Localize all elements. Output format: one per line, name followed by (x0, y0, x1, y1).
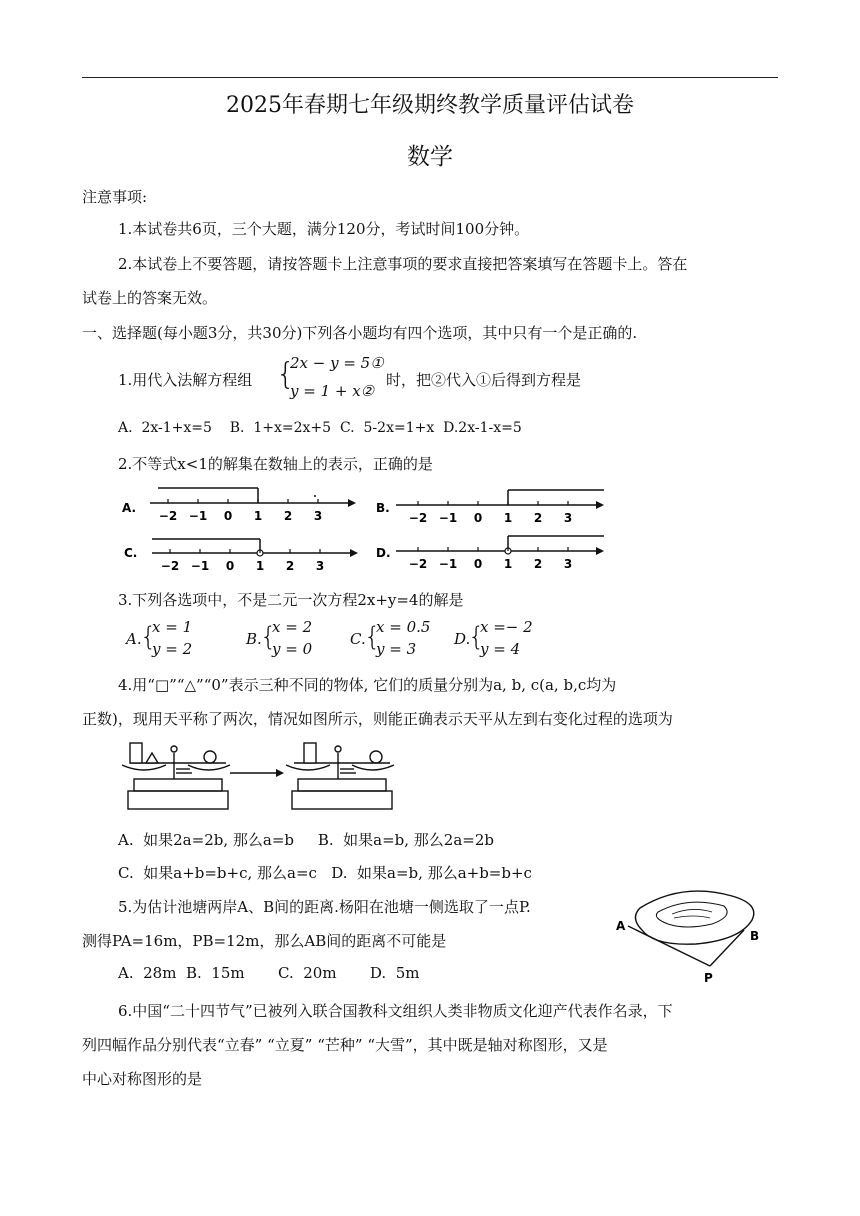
q4-options-cd: C. 如果a+b=b+c, 那么a=c D. 如果a=b, 那么a+b=b+c (118, 864, 532, 882)
tick-label: 3 (563, 511, 573, 525)
tick-label: 3 (563, 557, 573, 571)
point-A-label: A (616, 919, 626, 933)
tick-label: 1 (255, 559, 265, 572)
tick-label: 0 (473, 557, 483, 571)
tick-label: −2 (160, 559, 180, 572)
q1-prefix: 1.用代入法解方程组 (118, 371, 253, 389)
balance-figure (118, 735, 438, 815)
tick-label: 2 (283, 509, 293, 523)
option-brace: { (140, 622, 157, 652)
tick-label: 2 (533, 557, 543, 571)
pond-figure (612, 886, 772, 986)
tick-label: −1 (438, 557, 458, 571)
number-line-B (376, 490, 604, 525)
number-line-A (122, 488, 356, 523)
label-D: D. (376, 546, 391, 560)
tick-label: −2 (158, 509, 178, 523)
tick-label: 3 (315, 559, 325, 572)
tick-label: 0 (223, 509, 233, 523)
tick-label: −2 (408, 511, 428, 525)
tick-label: 1 (503, 557, 513, 571)
header-rule (82, 77, 778, 78)
tick-label: −1 (190, 559, 210, 572)
note-item-2-line2: 试卷上的答案无效。 (82, 289, 218, 307)
option-label: D. (454, 630, 471, 648)
label-A: A. (122, 501, 137, 515)
q5-options: A. 28m B. 15m C. 20m D. 5m (118, 964, 420, 982)
notes-heading: 注意事项: (82, 188, 148, 206)
option-label: A. (126, 630, 142, 648)
tick-label: 0 (225, 559, 235, 572)
q4-options-ab: A. 如果2a=2b, 那么a=b B. 如果a=b, 那么2a=2b (118, 831, 495, 849)
subject-title: 数学 (407, 144, 453, 170)
balance-1 (122, 743, 230, 809)
option-y: y = 3 (376, 640, 417, 658)
number-line-C (124, 539, 358, 572)
tick-label: −1 (438, 511, 458, 525)
tick-label: 3 (313, 509, 323, 523)
tick-label: −2 (408, 557, 428, 571)
q3-stem: 3.下列各选项中，不是二元一次方程2x+y=4的解是 (118, 591, 464, 609)
option-x: x = 0.5 (376, 618, 431, 636)
tick-label: −1 (188, 509, 208, 523)
q2-number-lines (118, 482, 618, 572)
q5-line2: 测得PA=16m，PB=12m，那么AB间的距离不可能是 (82, 932, 447, 950)
point-B-label: B (750, 929, 760, 943)
option-label: B. (246, 630, 262, 648)
q2-stem: 2.不等式x<1的解集在数轴上的表示，正确的是 (118, 455, 433, 473)
point-P-label: P (704, 971, 713, 985)
tick-label: 1 (503, 511, 513, 525)
q1-options: A. 2x-1+x=5 B. 1+x=2x+5 C. 5-2x=1+x D.2x-1-x=5 (118, 420, 522, 436)
option-brace: { (468, 622, 485, 652)
q4-line1: 4.用“□”“△”“0”表示三种不同的物体, 它们的质量分别为a, b, c(a, b,c均为 (118, 676, 617, 694)
q4-line2: 正数)，现用天平称了两次，情况如图所示，则能正确表示天平从左到右变化过程的选项为 (82, 710, 673, 728)
arrow-right (230, 769, 284, 777)
q6-line2: 列四幅作品分别代表“立春” “立夏” “芒种” “大雪”，其中既是轴对称图形，又是 (82, 1036, 608, 1054)
option-label: C. (350, 630, 366, 648)
tick-label: 2 (533, 511, 543, 525)
section1-heading: 一、选择题(每小题3分，共30分)下列各小题均有四个选项，其中只有一个是正确的. (82, 324, 638, 342)
q1-brace: { (276, 357, 296, 392)
q1-eq2: y = 1 + x② (290, 382, 375, 400)
option-brace: { (260, 622, 277, 652)
option-y: y = 2 (152, 640, 193, 658)
q5-line1: 5.为估计池塘两岸A、B间的距离.杨阳在池塘一侧选取了一点P. (118, 898, 531, 916)
tick-label: 1 (253, 509, 263, 523)
option-x: x =− 2 (480, 618, 533, 636)
label-C: C. (124, 546, 138, 560)
option-y: y = 0 (272, 640, 313, 658)
label-B: B. (376, 501, 390, 515)
balance-2 (286, 743, 394, 809)
option-y: y = 4 (480, 640, 521, 658)
exam-title: 2025年春期七年级期终教学质量评估试卷 (226, 93, 634, 118)
q1-suffix: 时，把②代入①后得到方程是 (386, 371, 582, 389)
note-item-2-line1: 2.本试卷上不要答题，请按答题卡上注意事项的要求直接把答案填写在答题卡上。答在 (118, 255, 688, 273)
number-line-D (376, 536, 604, 571)
q1-eq1: 2x − y = 5① (290, 354, 384, 372)
q6-line3: 中心对称图形的是 (82, 1070, 203, 1088)
tick-label: 0 (473, 511, 483, 525)
option-brace: { (364, 622, 381, 652)
q6-line1: 6.中国“二十四节气”已被列入联合国教科文组织人类非物质文化迎产代表作名录，下 (118, 1002, 673, 1020)
option-x: x = 1 (152, 618, 193, 636)
tick-label: 2 (285, 559, 295, 572)
note-item-1: 1.本试卷共6页，三个大题，满分120分，考试时间100分钟。 (118, 220, 530, 238)
option-x: x = 2 (272, 618, 313, 636)
